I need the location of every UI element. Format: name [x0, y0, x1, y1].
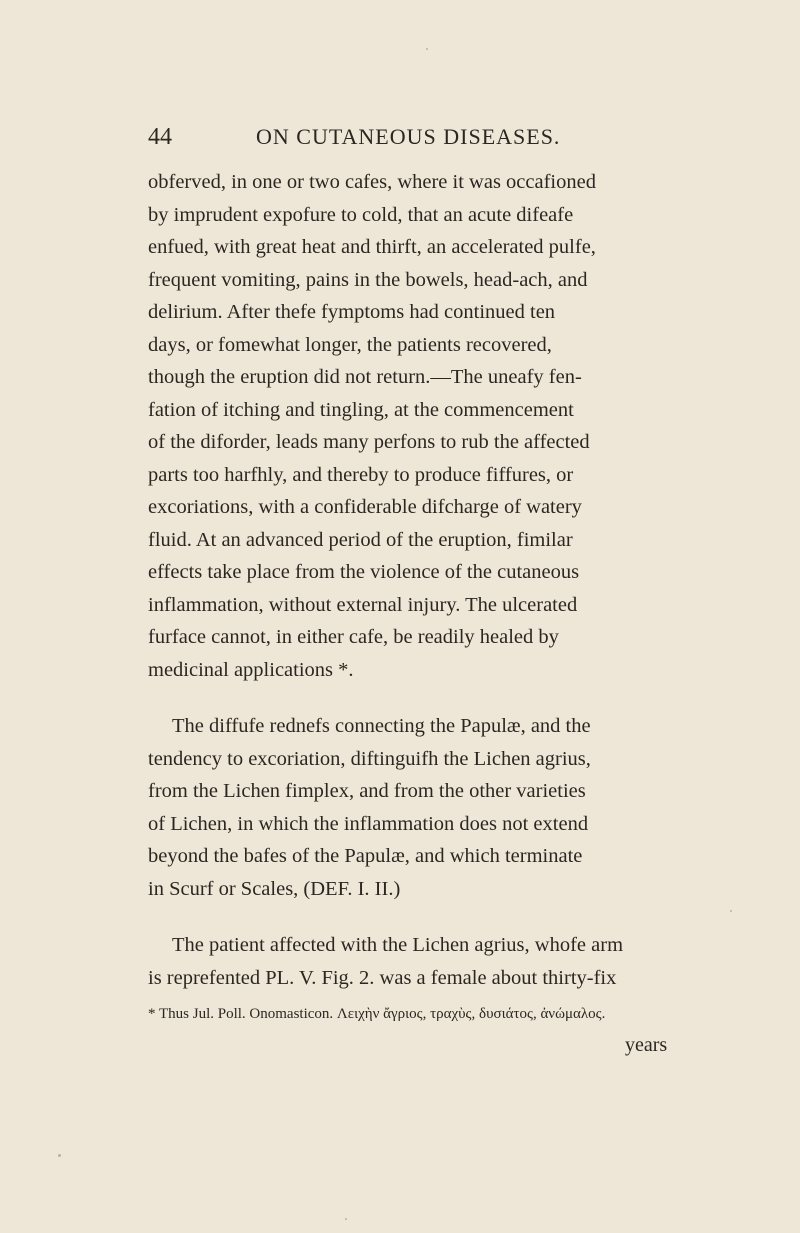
text-line: fation of itching and tingling, at the commencement [148, 398, 574, 421]
text-line: parts too harfhly, and thereby to produce fiffures, or [148, 463, 574, 486]
text-line: frequent vomiting, pains in the bowels, head-ach, and [148, 268, 588, 291]
paper-speck [345, 1218, 347, 1220]
text-line: The diffufe rednefs connecting the Papulæ, and the [172, 715, 591, 737]
text-line: tendency to excoriation, diftinguifh the Lichen agrius, [148, 747, 591, 770]
text-line: fluid. At an advanced period of the eruption, fimilar [148, 528, 573, 551]
text-line: furface cannot, in either cafe, be readily healed by [148, 626, 559, 648]
footnote-text: * Thus Jul. Poll. Onomasticon. [148, 1006, 334, 1022]
paragraph-2 [148, 710, 678, 905]
paper-speck [426, 48, 428, 50]
text-line: medicinal applications *. [148, 658, 354, 681]
text-line: days, or fomewhat longer, the patients recovered, [148, 333, 552, 356]
page-number: 44 [148, 124, 172, 150]
body-text [148, 166, 678, 994]
text-line: excoriations, with a confiderable difcharge of watery [148, 496, 582, 518]
paragraph-spacer [148, 686, 678, 710]
text-line: obferved, in one or two cafes, where it was occafioned [148, 171, 596, 193]
text-line: in Scurf or Scales, (DEF. I. II.) [148, 877, 401, 900]
running-head: ON CUTANEOUS DISEASES. [256, 124, 561, 149]
page-header [148, 124, 678, 160]
paragraph-spacer [148, 905, 678, 929]
paper-speck [730, 910, 732, 912]
text-line: is reprefented PL. V. Fig. 2. was a female about thirty-fix [148, 966, 617, 989]
text-line: from the Lichen fimplex, and from the other varieties [148, 780, 586, 802]
text-line: though the eruption did not return.—The uneafy fen- [148, 366, 582, 388]
text-line: The patient affected with the Lichen agrius, whofe arm [172, 934, 624, 956]
footnote-greek: Λειχὴν ἄγριος, τραχὺς, δυσιάτος, ἀνώμαλος. [336, 1006, 606, 1022]
text-line: delirium. After thefe fymptoms had continued ten [148, 301, 556, 323]
text-line: of Lichen, in which the inflammation does not extend [148, 812, 589, 835]
paper-speck [58, 1154, 61, 1157]
text-line: enfued, with great heat and thirft, an accelerated pulfe, [148, 236, 596, 258]
paragraph-1 [148, 166, 678, 686]
paragraph-3 [148, 929, 678, 994]
text-line: effects take place from the violence of the cutaneous [148, 561, 580, 583]
text-line: inflammation, without external injury. The ulcerated [148, 593, 578, 616]
text-line: by imprudent expofure to cold, that an acute difeafe [148, 203, 574, 226]
footnote [148, 1006, 688, 1023]
text-line: of the diforder, leads many perfons to rub the affected [148, 431, 590, 453]
catchword: years [625, 1034, 668, 1056]
text-line: beyond the bafes of the Papulæ, and which terminate [148, 845, 583, 867]
